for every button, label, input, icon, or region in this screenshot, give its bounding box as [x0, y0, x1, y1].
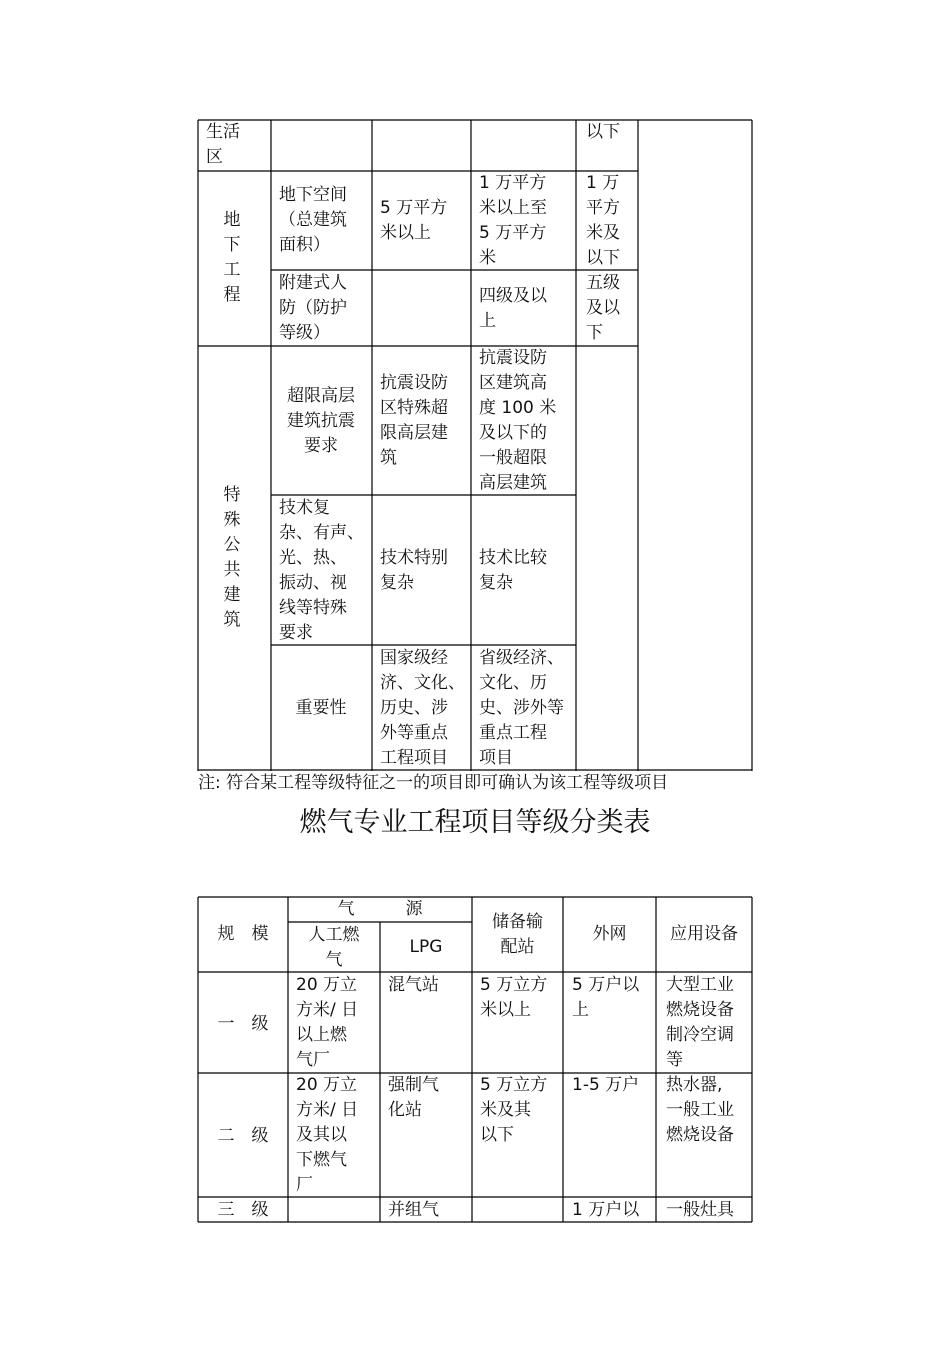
row1-storage: 5 万立方 米以上 — [480, 975, 548, 1020]
row-level-2: 二 级 — [217, 1126, 269, 1146]
row2-network: 1-5 万户 — [572, 1075, 640, 1095]
row3-lpg: 并组气 — [388, 1200, 439, 1220]
cell-dixia-r2-c2: 附建式人 防（防护 等级） — [279, 273, 347, 343]
header-equipment: 应用设备 — [670, 924, 738, 944]
header-network: 外网 — [592, 924, 627, 944]
cell-dixia-r1-c4: 1 万平方 米以上至 5 万平方 米 — [479, 173, 547, 268]
row-level-1: 一 级 — [217, 1014, 269, 1034]
header-scale: 规 模 — [217, 924, 269, 944]
row2-artificial: 20 万立 方米/ 日 及其以 下燃气 厂 — [296, 1075, 359, 1195]
cell-dixia-r1-c2: 地下空间 （总建筑 面积） — [279, 185, 347, 255]
header-artificial: 人工燃 气 — [308, 925, 360, 970]
row2-lpg: 强制气 化站 — [388, 1075, 439, 1120]
table-footnote: 注: 符合某工程等级特征之一的项目即可确认为该工程等级项目 — [198, 773, 669, 793]
row3-network: 1 万户以 — [572, 1200, 640, 1220]
cell-dixia-r1-c5: 1 万 平方 米及 以下 — [586, 173, 620, 268]
row-level-3: 三 级 — [217, 1200, 269, 1220]
cell-teshu-r2-c2: 技术复 杂、有声、 光、热、 振动、视 线等特殊 要求 — [279, 498, 364, 643]
cell-teshu-r2-c4: 技术比较 复杂 — [479, 548, 547, 593]
cell-teshu-r3-c3: 国家级经 济、文化、 历史、涉 外等重点 工程项目 — [380, 648, 465, 768]
row2-equipment: 热水器, 一般工业 燃烧设备 — [666, 1075, 734, 1145]
header-lpg: LPG — [409, 937, 443, 957]
header-storage: 储备输 配站 — [492, 912, 543, 957]
cell-teshu-r1-c4: 抗震设防 区建筑高 度 100 米 及以下的 一般超限 高层建筑 — [479, 348, 557, 493]
cell-teshu-r3-c2: 重要性 — [295, 698, 347, 718]
cell-shenghuo-c5: 以下 — [586, 122, 620, 142]
row1-artificial: 20 万立 方米/ 日 以上燃 气厂 — [296, 975, 359, 1070]
cell-teshu-r1-c2: 超限高层 建筑抗震 要求 — [287, 386, 355, 456]
cell-teshu-r2-c3: 技术特别 复杂 — [380, 548, 448, 593]
group-label-teshu: 特 殊 公 共 建 筑 — [223, 485, 241, 630]
row3-equipment: 一般灶具 — [666, 1200, 734, 1220]
row1-network: 5 万户以 上 — [572, 975, 640, 1020]
cell-shenghuo-label: 生活 区 — [206, 122, 240, 167]
row2-storage: 5 万立方 米及其 以下 — [480, 1075, 548, 1145]
page-title: 燃气专业工程项目等级分类表 — [299, 807, 651, 838]
header-source: 气 源 — [337, 899, 423, 919]
cell-teshu-r1-c3: 抗震设防 区特殊超 限高层建 筑 — [380, 373, 448, 468]
group-label-dixia: 地 下 工 程 — [223, 210, 241, 305]
cell-dixia-r2-c4: 四级及以 上 — [479, 286, 547, 331]
row1-equipment: 大型工业 燃烧设备 制冷空调 等 — [666, 975, 734, 1070]
row1-lpg: 混气站 — [388, 975, 439, 995]
cell-dixia-r1-c3: 5 万平方 米以上 — [380, 198, 448, 243]
cell-dixia-r2-c5: 五级 及以 下 — [586, 273, 620, 343]
cell-teshu-r3-c4: 省级经济、 文化、历 史、涉外等 重点工程 项目 — [479, 648, 564, 768]
